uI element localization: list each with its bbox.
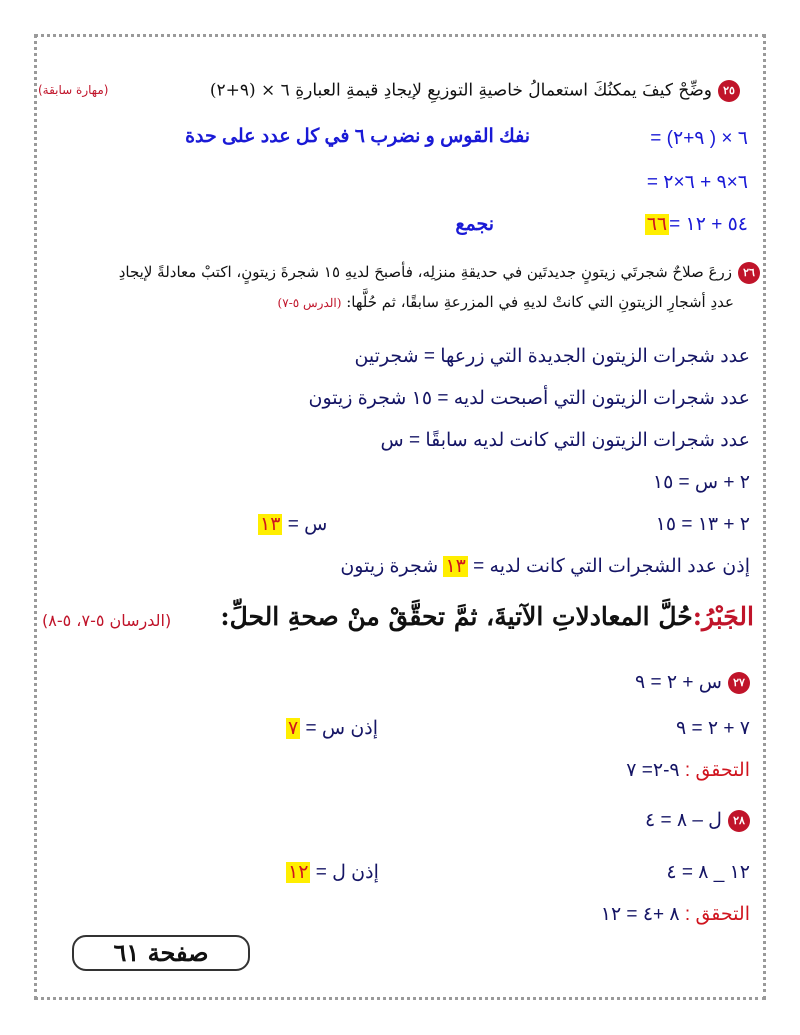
answer-line: عدد شجرات الزيتون التي كانت لديه سابقًا = س	[380, 430, 750, 451]
equation-text: س + ٢ = ٩	[635, 672, 722, 694]
question-text: وضِّحْ كيفَ يمكنُكَ استعمالُ خاصيةِ التوزيعِ لإيجادِ قيمةِ العبارةِ ٦ × (٩+٢)	[209, 80, 712, 101]
step-note: نفك القوس و نضرب ٦ في كل عدد على حدة	[185, 126, 530, 147]
section-heading-lead: الجَبْرُ:	[692, 602, 754, 631]
question-number-badge: ٢٥	[718, 80, 740, 102]
question-number-badge: ٢٦	[738, 262, 760, 284]
step-expression: ٦ × ( ٩+٢) =	[650, 128, 748, 149]
question-text: عددِ أشجارِ الزيتونِ التي كانتْ لديهِ في المزرعةِ سابقًا، ثم حُلَّها:	[346, 293, 734, 311]
check-label: التحقق :	[684, 760, 750, 781]
lesson-tag: (الدرسان ٥-٧، ٥-٨)	[42, 611, 172, 630]
solve-result	[286, 862, 379, 884]
answer-highlight: ١٢	[288, 862, 309, 883]
question-text: زرعَ صلاحٌ شجرتَي زيتونٍ جديدتَين في حديقةِ منزلِه، فأصبحَ لديهِ ١٥ شجرةَ زيتونٍ، اكتبْ معادلةً لإيجادِ	[118, 263, 732, 281]
answer-highlight: ٧	[288, 718, 299, 739]
section-heading-text: حُلَّ المعادلاتِ الآتيةَ، ثمَّ تحقَّقْ منْ صحةِ الحلِّ:	[220, 602, 693, 631]
check-line	[626, 760, 750, 782]
page-number-box: صفحة ٦١	[72, 935, 250, 971]
answer-highlight: ٦٦	[646, 214, 668, 235]
check-line	[601, 904, 750, 926]
step-expression: ٦×٩ + ٦×٢ =	[646, 172, 748, 193]
answer-line: ٢ + ١٣ = ١٥	[655, 514, 750, 535]
question-27	[635, 672, 750, 694]
answer-line	[258, 514, 327, 536]
question-25	[210, 80, 740, 102]
answer-text: إذن عدد الشجرات التي كانت لديه =	[467, 556, 750, 577]
check-expression: ٩-٢= ٧	[626, 760, 685, 781]
question-26-line2	[278, 294, 734, 311]
answer-line: عدد شجرات الزيتون الجديدة التي زرعها = شجرتين	[354, 346, 750, 367]
step-note: نجمع	[455, 214, 494, 235]
solve-line: ١٢ _ ٨ = ٤	[666, 862, 750, 883]
answer-line: ٢ + س = ١٥	[652, 472, 750, 493]
question-number-badge: ٢٨	[728, 810, 750, 832]
check-expression: ٨ +٤ = ١٢	[600, 904, 685, 925]
answer-text: س =	[282, 514, 328, 535]
check-label: التحقق :	[684, 904, 750, 925]
question-26	[119, 262, 760, 284]
step-expression	[645, 214, 748, 236]
question-number-badge: ٢٧	[728, 672, 750, 694]
answer-line: عدد شجرات الزيتون التي أصبحت لديه = ١٥ شجرة زيتون	[308, 388, 750, 409]
section-heading	[220, 603, 754, 632]
solve-line: ٧ + ٢ = ٩	[676, 718, 750, 739]
answer-text: إذن ل =	[310, 862, 379, 883]
lesson-tag: (الدرس ٥-٧)	[277, 296, 342, 310]
answer-text: إذن س =	[300, 718, 379, 739]
question-28	[645, 810, 750, 832]
answer-highlight: ١٣	[445, 556, 466, 577]
equation-text: ل – ٨ = ٤	[644, 810, 722, 832]
answer-text: شجرة زيتون	[340, 556, 444, 577]
expression-text: ٥٤ + ١٢ =	[669, 214, 748, 235]
answer-line	[340, 556, 750, 578]
skill-tag: (مهارة سابقة)	[38, 83, 109, 97]
solve-result	[286, 718, 378, 740]
answer-highlight: ١٣	[260, 514, 281, 535]
